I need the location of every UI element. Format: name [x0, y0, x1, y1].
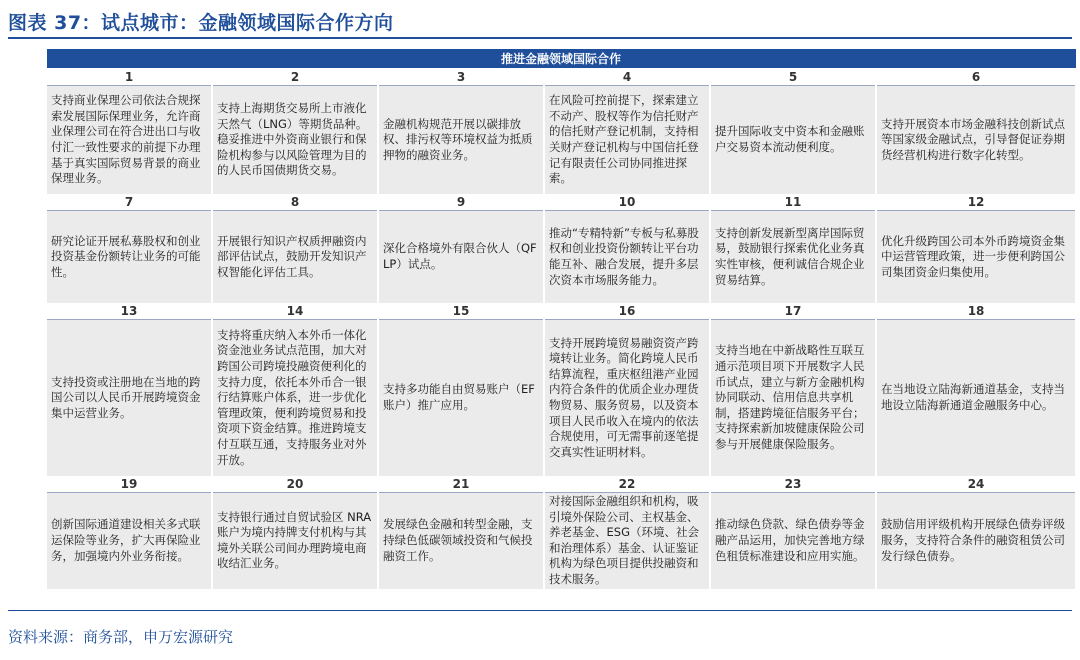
- item-number: 10: [544, 194, 710, 211]
- item-text: 支持当地在中新战略性互联互通示范项目项下开展数字人民币试点，建立与新方金融机构协同联动、信用信息共享机制，搭建跨境征信服务平台；支持探索新加坡健康保险公司参与开展健康保险服务。: [710, 320, 876, 477]
- item-text: 支持上海期货交易所上市液化天然气（LNG）等期货品种。稳妥推进中外资商业银行和保险机构参与以风险管理为目的的人民币国债期货交易。: [212, 86, 378, 195]
- item-text: 对接国际金融组织和机构，吸引境外保险公司、主权基金、养老基金、ESG（环境、社会和治理体系）基金、认证鉴证机构为绿色项目提供投融资和技术服务。: [544, 493, 710, 589]
- content-row: [46, 86, 1076, 195]
- number-row: [46, 476, 1076, 493]
- item-number: 9: [378, 194, 544, 211]
- item-number: 4: [544, 69, 710, 86]
- content-row: [46, 320, 1076, 477]
- item-text: 推动“专精特新”专板与私募股权和创业投资份额转让平台功能互补、融合发展，提升多层次资本市场服务能力。: [544, 211, 710, 304]
- item-number: 1: [46, 69, 212, 86]
- item-number: 24: [876, 476, 1076, 493]
- item-text: 发展绿色金融和转型金融，支持绿色低碳领域投资和气候投融资工作。: [378, 493, 544, 589]
- source-note: 资料来源：商务部，申万宏源研究: [8, 628, 234, 646]
- item-text: 鼓励信用评级机构开展绿色债券评级服务，支持符合条件的融资租赁公司发行绿色债券。: [876, 493, 1076, 589]
- item-text: 支持开展跨境贸易融资资产跨境转让业务。简化跨境人民币结算流程，重庆枢纽港产业园内符合条件的优质企业办理货物贸易、服务贸易，以及资本项目人民币收入在境内的依法合规使用，可无需事前逐笔提交真实性证明材料。: [544, 320, 710, 477]
- item-number: 12: [876, 194, 1076, 211]
- item-number: 18: [876, 303, 1076, 320]
- item-number: 5: [710, 69, 876, 86]
- item-text: 支持商业保理公司依法合规探索发展国际保理业务，允许商业保理公司在符合进出口与收付汇一致性要求的前提下办理基于真实国际贸易背景的商业保理业务。: [46, 86, 212, 195]
- item-text: 在当地设立陆海新通道基金，支持当地设立陆海新通道金融服务中心。: [876, 320, 1076, 477]
- number-row: [46, 194, 1076, 211]
- item-text: 优化升级跨国公司本外币跨境资金集中运营管理政策，进一步便利跨国公司集团资金归集使用。: [876, 211, 1076, 304]
- item-text: 支持将重庆纳入本外币一体化资金池业务试点范围，加大对跨国公司跨境投融资便利化的支持力度，依托本外币合一银行结算账户体系，进一步优化管理政策，便利跨境贸易和投资项下资金结算。推进跨境支付互联互通，支持服务业对外开放。: [212, 320, 378, 477]
- item-number: 17: [710, 303, 876, 320]
- item-text: 支持开展资本市场金融科技创新试点等国家级金融试点，引导督促证券期货经营机构进行数字化转型。: [876, 86, 1076, 195]
- item-text: 支持银行通过自贸试验区 NRA 账户为境内持牌支付机构与其境外关联公司间办理跨境电商收结汇业务。: [212, 493, 378, 589]
- content-row: [46, 211, 1076, 304]
- item-text: 金融机构规范开展以碳排放权、排污权等环境权益为抵质押物的融资业务。: [378, 86, 544, 195]
- item-text: 支持投资或注册地在当地的跨国公司以人民币开展跨境资金集中运营业务。: [46, 320, 212, 477]
- item-number: 23: [710, 476, 876, 493]
- cooperation-table: [45, 48, 1077, 589]
- item-text: 支持创新发展新型离岸国际贸易，鼓励银行探索优化业务真实性审核，便利诚信合规企业贸易结算。: [710, 211, 876, 304]
- item-number: 2: [212, 69, 378, 86]
- item-number: 3: [378, 69, 544, 86]
- content-row: [46, 493, 1076, 589]
- number-row: [46, 303, 1076, 320]
- item-number: 13: [46, 303, 212, 320]
- item-number: 14: [212, 303, 378, 320]
- number-row: [46, 69, 1076, 86]
- item-number: 20: [212, 476, 378, 493]
- item-number: 6: [876, 69, 1076, 86]
- item-text: 研究论证开展私募股权和创业投资基金份额转让业务的可能性。: [46, 211, 212, 304]
- item-number: 15: [378, 303, 544, 320]
- item-text: 创新国际通道建设相关多式联运保险等业务，扩大再保险业务，加强境内外业务衔接。: [46, 493, 212, 589]
- item-number: 19: [46, 476, 212, 493]
- footer-divider: [8, 610, 1072, 611]
- item-text: 深化合格境外有限合伙人（QFLP）试点。: [378, 211, 544, 304]
- item-number: 11: [710, 194, 876, 211]
- item-number: 16: [544, 303, 710, 320]
- item-text: 支持多功能自由贸易账户（EF 账户）推广应用。: [378, 320, 544, 477]
- item-number: 7: [46, 194, 212, 211]
- item-text: 推动绿色贷款、绿色债券等金融产品运用，加快完善地方绿色租赁标准建设和应用实施。: [710, 493, 876, 589]
- item-text: 开展银行知识产权质押融资内部评估试点，鼓励开发知识产权智能化评估工具。: [212, 211, 378, 304]
- title-divider: [8, 37, 1072, 39]
- item-text: 在风险可控前提下，探索建立不动产、股权等作为信托财产的信托财产登记机制，支持相关财产登记机构与中国信托登记有限责任公司协同推进探索。: [544, 86, 710, 195]
- item-number: 22: [544, 476, 710, 493]
- item-number: 21: [378, 476, 544, 493]
- figure-title: 图表 37：试点城市：金融领域国际合作方向: [8, 12, 394, 34]
- item-number: 8: [212, 194, 378, 211]
- item-text: 提升国际收支中资本和金融账户交易资本流动便利度。: [710, 86, 876, 195]
- table-header: 推进金融领域国际合作: [46, 49, 1076, 69]
